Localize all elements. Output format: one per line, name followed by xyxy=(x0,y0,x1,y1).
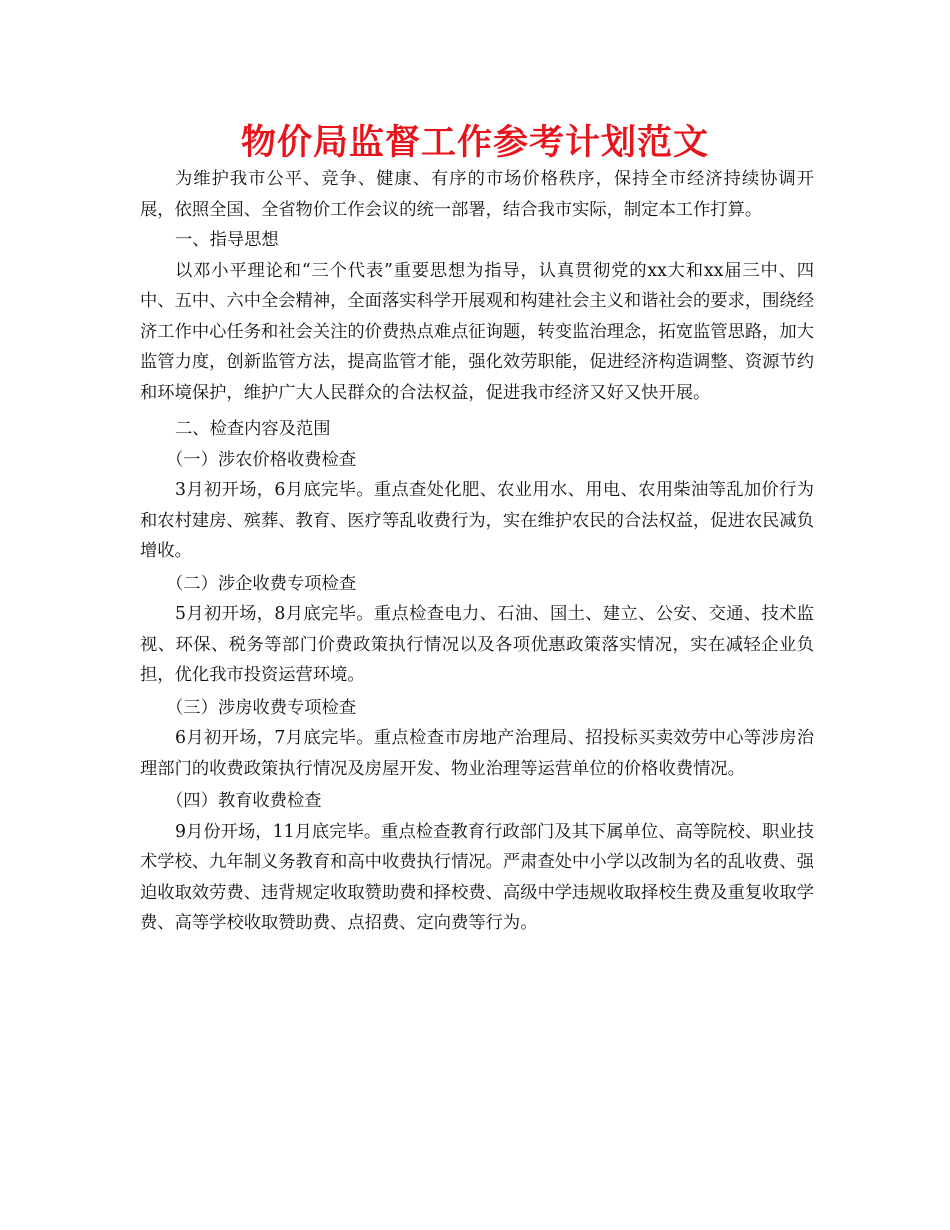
subheading-education-fees: （四）教育收费检查 xyxy=(166,791,322,811)
guiding-ideology-paragraph: 以邓小平理论和“三个代表”重要思想为指导，认真贯彻党的xx大和xx届三中、四中、五中、六中全会精神，全面落实科学开展观和构建社会主义和谐社会的要求，围绕经济工作中心任务和社会关注的价费热点难点征询题，转变监治理念，拓宽监管思路，加大监管力度，创新监管方法，提高监管才能，强化效劳职能，促进经济构造调整、资源节约和环境保护，维护广大人民群众的合法权益，促进我市经济又好又快开展。 xyxy=(140,260,814,403)
document-title: 物价局监督工作参考计划范文 xyxy=(240,123,709,163)
intro-paragraph: 为维护我市公平、竞争、健康、有序的市场价格秩序，保持全市经济持续协调开展，依照全国、全省物价工作会议的统一部署，结合我市实际，制定本工作打算。 xyxy=(140,169,814,220)
agriculture-pricing-paragraph: 3月初开场，6月底完毕。重点查处化肥、农业用水、用电、农用柴油等乱加价行为和农村建房、殡葬、教育、医疗等乱收费行为，实在维护农民的合法权益，促进农民减负增收。 xyxy=(140,480,814,561)
subheading-housing-fees: （三）涉房收费专项检查 xyxy=(166,697,357,718)
section-heading-guiding-ideology: 一、指导思想 xyxy=(175,230,279,250)
document-body xyxy=(140,164,814,939)
housing-fees-paragraph: 6月初开场，7月底完毕。重点检查市房地产治理局、招投标买卖效劳中心等涉房治理部门的收费政策执行情况及房屋开发、物业治理等运营单位的价格收费情况。 xyxy=(140,728,814,779)
enterprise-fees-paragraph: 5月初开场，8月底完毕。重点检查电力、石油、国土、建立、公安、交通、技术监视、环保、税务等部门价费政策执行情况以及各项优惠政策落实情况，实在减轻企业负担，优化我市投资运营环境。 xyxy=(140,604,814,685)
subheading-enterprise-fees: （二）涉企收费专项检查 xyxy=(166,573,357,594)
subheading-agriculture-pricing: （一）涉农价格收费检查 xyxy=(166,449,357,470)
section-heading-inspection-scope: 二、检查内容及范围 xyxy=(175,419,331,439)
education-fees-paragraph: 9月份开场，11月底完毕。重点检查教育行政部门及其下属单位、高等院校、职业技术学校、九年制义务教育和高中收费执行情况。严肃查处中小学以改制为名的乱收费、强迫收取效劳费、违背规定收取赞助费和择校费、高级中学违规收取择校生费及重复收取学费、高等学校收取赞助费、点招费、定向费等行为。 xyxy=(140,821,814,933)
